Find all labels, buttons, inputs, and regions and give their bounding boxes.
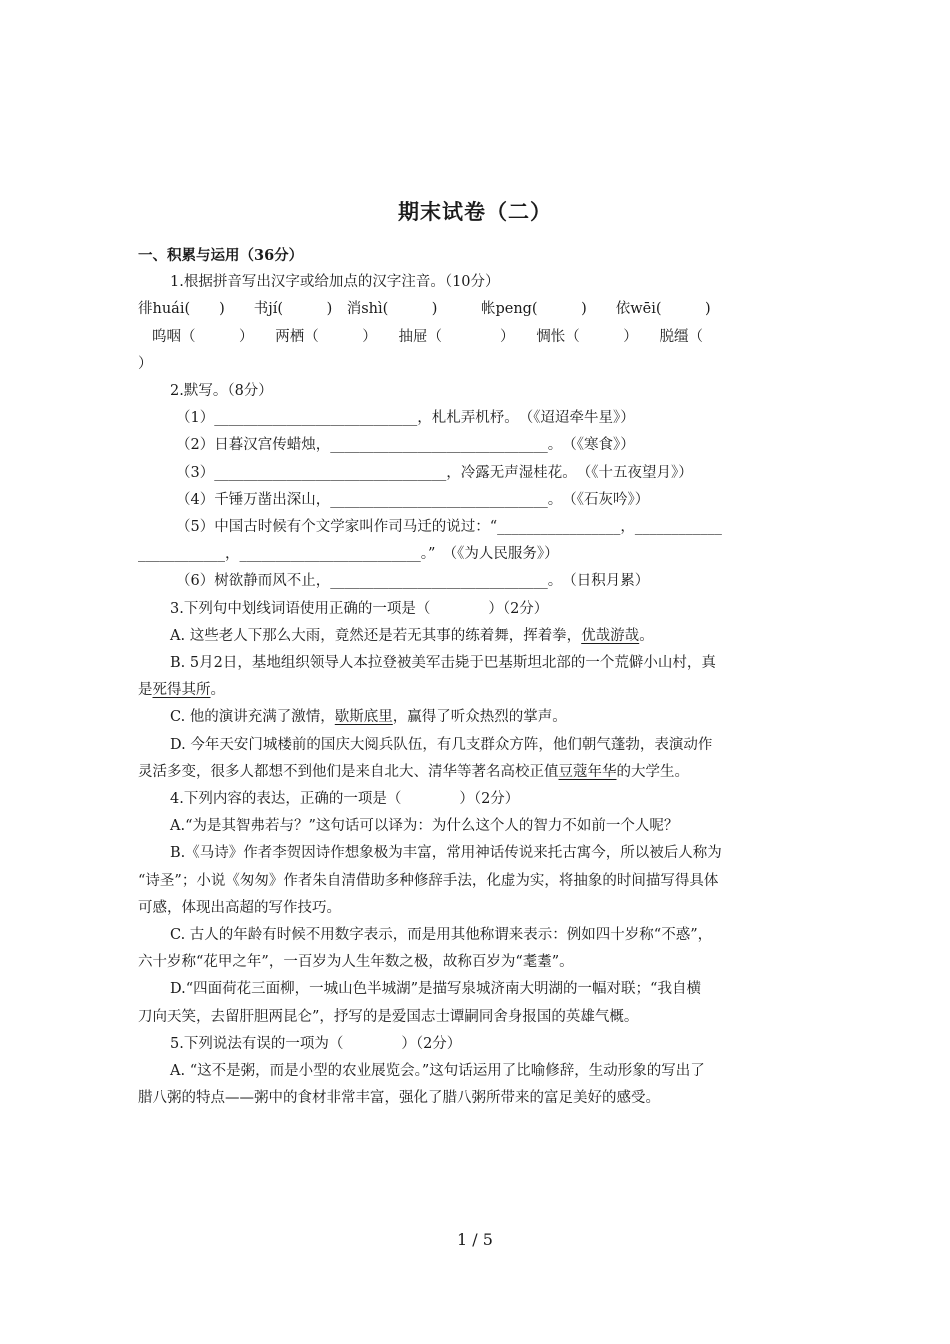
exam-content <box>138 242 818 1113</box>
q4-option-c: C. 古人的年龄有时候不用数字表示，而是用其他称谓来表示：例如四十岁称“不惑”， <box>170 927 713 944</box>
q3-option-c-end: ，赢得了听众热烈的掌声。 <box>392 709 567 726</box>
q4-option-b-cont: “诗圣”；小说《匆匆》作者朱自清借助多种修辞手法，化虚为实，将抽象的时间描写得具体 <box>138 872 719 889</box>
q5-option-a-cont: 腊八粥的特点——粥中的食材非常丰富，强化了腊八粥所带来的富足美好的感受。 <box>138 1090 660 1107</box>
q3-option-c <box>138 704 818 731</box>
q2-item-1: （1）____________________________，札札弄机杼。 （《迢迢牵牛星》） <box>176 410 635 427</box>
page-number: 1 / 5 <box>457 1230 493 1249</box>
question-3-stem: 3.下列句中划线词语使用正确的一项是（ ）（2分） <box>170 600 549 617</box>
q1-annotation-row: 呜咽（ ） 两栖（ ） 抽屉（ ） 惆怅（ ） 脱缰（ <box>152 328 703 345</box>
q3-option-b-cont <box>138 677 818 704</box>
q2-item-5-cont: ____________，_________________________。” （《为人民服务》） <box>138 546 559 563</box>
q1-annotation-row-end: ） <box>138 355 153 372</box>
question-1-stem: 1.根据拼音写出汉字或给加点的汉字注音。（10分） <box>170 274 500 291</box>
q3-option-a-end: 。 <box>639 627 654 644</box>
q2-item-6: （6）树欲静而风不止，______________________________。 （日积月累） <box>176 573 650 590</box>
q3-option-b-end: 。 <box>210 682 225 699</box>
q5-option-a: A. “这不是粥，而是小型的农业展览会。”这句话运用了比喻修辞，生动形象的写出了 <box>170 1063 705 1080</box>
q2-item-4: （4）千锤万凿出深山，______________________________。 （《石灰吟》） <box>176 491 650 508</box>
q3-option-d-text: 灵活多变，很多人都想不到他们是来自北大、清华等著名高校正值 <box>138 763 559 780</box>
q4-option-b: B.《马诗》作者李贺因诗作想象极为丰富，常用神话传说来托古寓今，所以被后人称为 <box>170 845 722 862</box>
q3-option-b: B. 5月2日，基地组织领导人本拉登被美军击毙于巴基斯坦北部的一个荒僻小山村，真 <box>170 655 716 672</box>
question-5-stem: 5.下列说法有误的一项为（ ）（2分） <box>170 1035 462 1052</box>
q4-option-d-cont: 刀向天笑，去留肝胆两昆仑”，抒写的是爱国志士谭嗣同舍身报国的英雄气概。 <box>138 1008 639 1025</box>
q3-option-d: D. 今年天安门城楼前的国庆大阅兵队伍，有几支群众方阵，他们朝气蓬勃，表演动作 <box>170 736 713 753</box>
section-heading: 一、积累与运用（36分） <box>138 247 304 264</box>
page-title: 期末试卷（二） <box>398 199 552 224</box>
q3-option-d-cont <box>138 759 818 786</box>
q3-option-c-text: C. 他的演讲充满了激情， <box>170 709 335 726</box>
q3-option-a-text: A. 这些老人下那么大雨，竟然还是若无其事的练着舞，挥着拳， <box>170 627 582 644</box>
q4-option-d: D.“四面荷花三面柳，一城山色半城湖”是描写泉城济南大明湖的一幅对联；“我自横 <box>170 981 701 998</box>
q4-option-b-cont-2: 可感，体现出高超的写作技巧。 <box>138 899 341 916</box>
q3-option-b-underlined: 死得其所 <box>152 682 211 699</box>
q2-item-3: （3）________________________________，冷露无声湿桂花。 （《十五夜望月》） <box>176 464 693 481</box>
q4-option-a: A.“为是其智弗若与？”这句话可以译为：为什么这个人的智力不如前一个人呢？ <box>170 818 679 835</box>
question-4-stem: 4.下列内容的表达，正确的一项是（ ）（2分） <box>170 791 520 808</box>
q3-option-d-end: 的大学生。 <box>616 763 689 780</box>
q3-option-d-underlined: 豆蔻年华 <box>558 763 617 780</box>
q1-pinyin-row: 徘huái( ) 书jí( ) 消shì( ) 帐peng( ) 依wēi( ) <box>138 301 711 318</box>
q3-option-a <box>138 623 818 650</box>
q3-option-c-underlined: 歇斯底里 <box>334 709 393 726</box>
question-2-stem: 2.默写。（8分） <box>170 383 273 400</box>
q3-option-a-underlined: 优哉游哉 <box>581 627 640 644</box>
q3-option-b-text: 是 <box>138 682 153 699</box>
q2-item-5: （5）中国古时候有个文学家叫作司马迁的说过：“_________________，____________ <box>176 519 722 536</box>
q2-item-2: （2）日暮汉宫传蜡烛，______________________________。 （《寒食》） <box>176 437 635 454</box>
q4-option-c-cont: 六十岁称“花甲之年”，一百岁为人生年数之极，故称百岁为“耄耋”。 <box>138 954 574 971</box>
